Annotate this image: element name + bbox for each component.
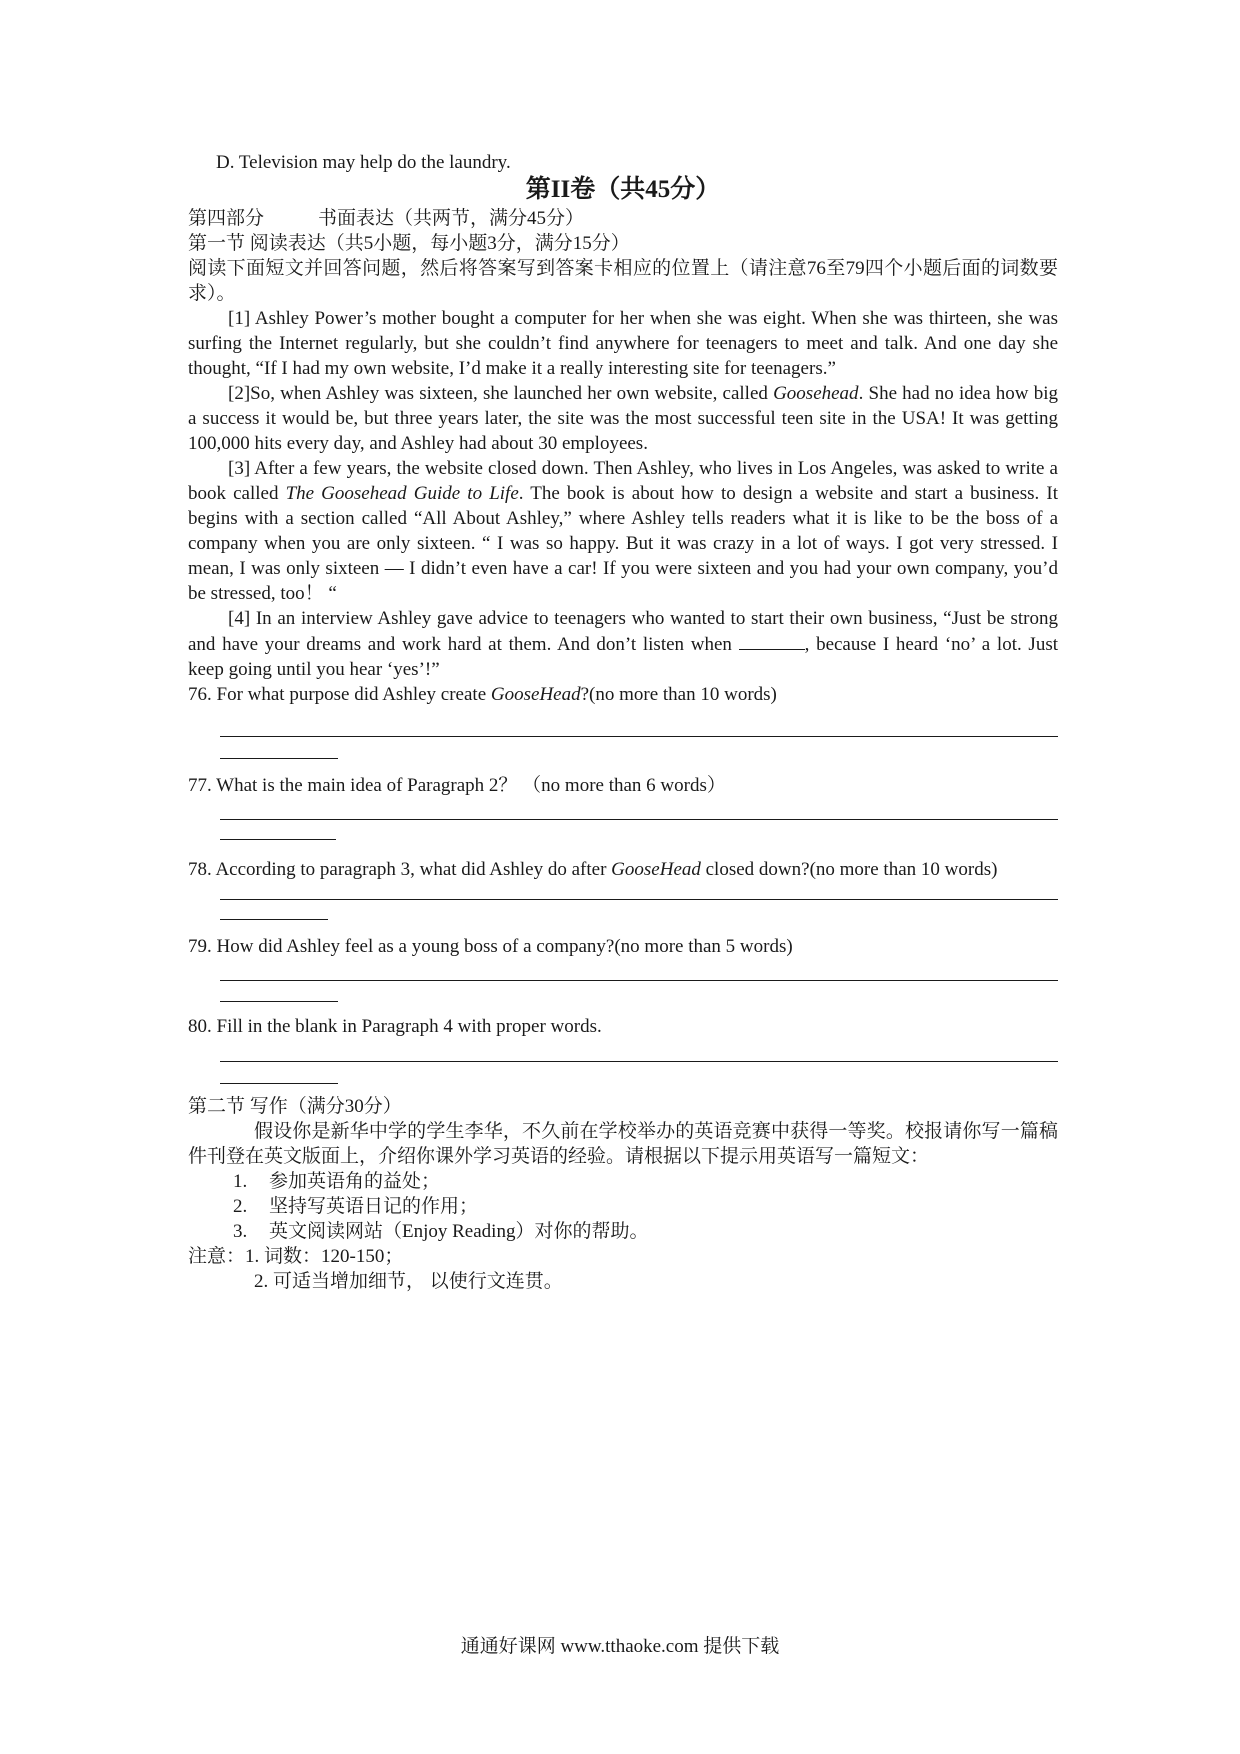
question-78 <box>188 857 1058 882</box>
writing-point-1 <box>233 1169 1058 1194</box>
fill-in-blank[interactable] <box>739 631 805 650</box>
q76-text-a: 76. For what purpose did Ashley create <box>188 684 491 705</box>
part4-label: 第四部分 <box>188 208 265 229</box>
passage-paragraph-1: [1] Ashley Power’s mother bought a computer for her when she was eight. When she was thirteen, she was surfing the Internet regularly, but she couldn’t find anywhere for teenagers to meet and talk. And one day she thought, “If I had my own website, I’d make it a really interesting site for teenagers.” <box>188 308 1058 379</box>
p2-site-name: Goosehead <box>773 383 859 404</box>
writing-point-2 <box>233 1194 1058 1219</box>
part4-heading <box>188 206 1058 231</box>
p3-text-b: . The book is about how to design a website and start a business. It begins with a section called “All About Ashley,” where Ashley tells readers what it is like to be the boss of a company when you are only sixteen. “ I was so happy. But it was crazy in a lot of ways. I got very stressed. I mean, I was only sixteen — I didn’t even have a car! If you were sixteen and you had your own company, you’d be stressed, too！ “ <box>188 483 1058 604</box>
passage-paragraph-3 <box>188 456 1058 606</box>
section1-instructions: 阅读下面短文并回答问题，然后将答案写到答案卡相应的位置上（请注意76至79四个小题后面的词数要求）。 <box>188 258 1058 304</box>
p4-text-b: , because I heard ‘no’ a lot. Just keep going until you hear ‘yes’!” <box>188 634 1058 680</box>
question-76 <box>188 682 1058 707</box>
part4-title: 书面表达（共两节，满分45分） <box>318 208 585 229</box>
q76-text-b: ?(no more than 10 words) <box>580 684 777 705</box>
q76-site-name: GooseHead <box>490 684 581 705</box>
p3-text-a: [3] After a few years, the website closed down. Then Ashley, who lives in Los Angeles, was asked to write a book called <box>188 458 1058 504</box>
question-80: 80. Fill in the blank in Paragraph 4 with proper words. <box>188 1016 602 1037</box>
writing-prompt: 假设你是新华中学的学生李华，不久前在学校举办的英语竞赛中获得一等奖。校报请你写一篇稿件刊登在英文版面上，介绍你课外学习英语的经验。请根据以下提示用英语写一篇短文： <box>188 1121 1058 1167</box>
q78-site-name: GooseHead <box>611 859 701 880</box>
section2-heading: 第二节 写作（满分30分） <box>188 1096 402 1117</box>
p2-text-b: . She had no idea how big a success it would be, but three years later, the site was the most successful teen site in the USA! It was getting 100,000 hits every day, and Ashley had about 30 employees. <box>188 383 1058 454</box>
q78-text-a: 78. According to paragraph 3, what did Ashley do after <box>188 859 612 880</box>
point-text: 参加英语角的益处； <box>269 1171 441 1192</box>
writing-point-3 <box>233 1219 1058 1244</box>
point-text: 英文阅读网站（Enjoy Reading）对你的帮助。 <box>269 1221 649 1242</box>
p4-text-a: [4] In an interview Ashley gave advice to teenagers who wanted to start their own business, “Just be strong and have your dreams and work hard at them. And don’t listen when <box>188 608 1058 655</box>
point-number: 1. <box>233 1171 248 1192</box>
section1-heading: 第一节 阅读表达（共5小题，每小题3分，满分15分） <box>188 233 630 254</box>
point-number: 2. <box>233 1196 248 1217</box>
question-79: 79. How did Ashley feel as a young boss of a company?(no more than 5 words) <box>188 936 793 957</box>
exam-page <box>188 150 1058 1294</box>
question-77: 77. What is the main idea of Paragraph 2？ （no more than 6 words） <box>188 775 726 796</box>
volume-title: 第II卷（共45分） <box>525 176 721 203</box>
passage-paragraph-2 <box>188 381 1058 456</box>
point-text: 坚持写英语日记的作用； <box>269 1196 479 1217</box>
p3-book-title: The Goosehead Guide to Life <box>285 483 519 504</box>
writing-note-1: 注意：1. 词数：120-150； <box>188 1246 404 1267</box>
previous-option-d: D. Television may help do the laundry. <box>216 152 511 173</box>
footer-credit: 通通好课网 www.tthaoke.com 提供下载 <box>460 1636 780 1657</box>
passage-paragraph-4 <box>188 606 1058 682</box>
q78-text-b: closed down?(no more than 10 words) <box>700 859 998 880</box>
writing-note-2: 2. 可适当增加细节， 以使行文连贯。 <box>254 1271 563 1292</box>
point-number: 3. <box>233 1221 248 1242</box>
p2-text-a: [2]So, when Ashley was sixteen, she launched her own website, called <box>228 383 774 404</box>
